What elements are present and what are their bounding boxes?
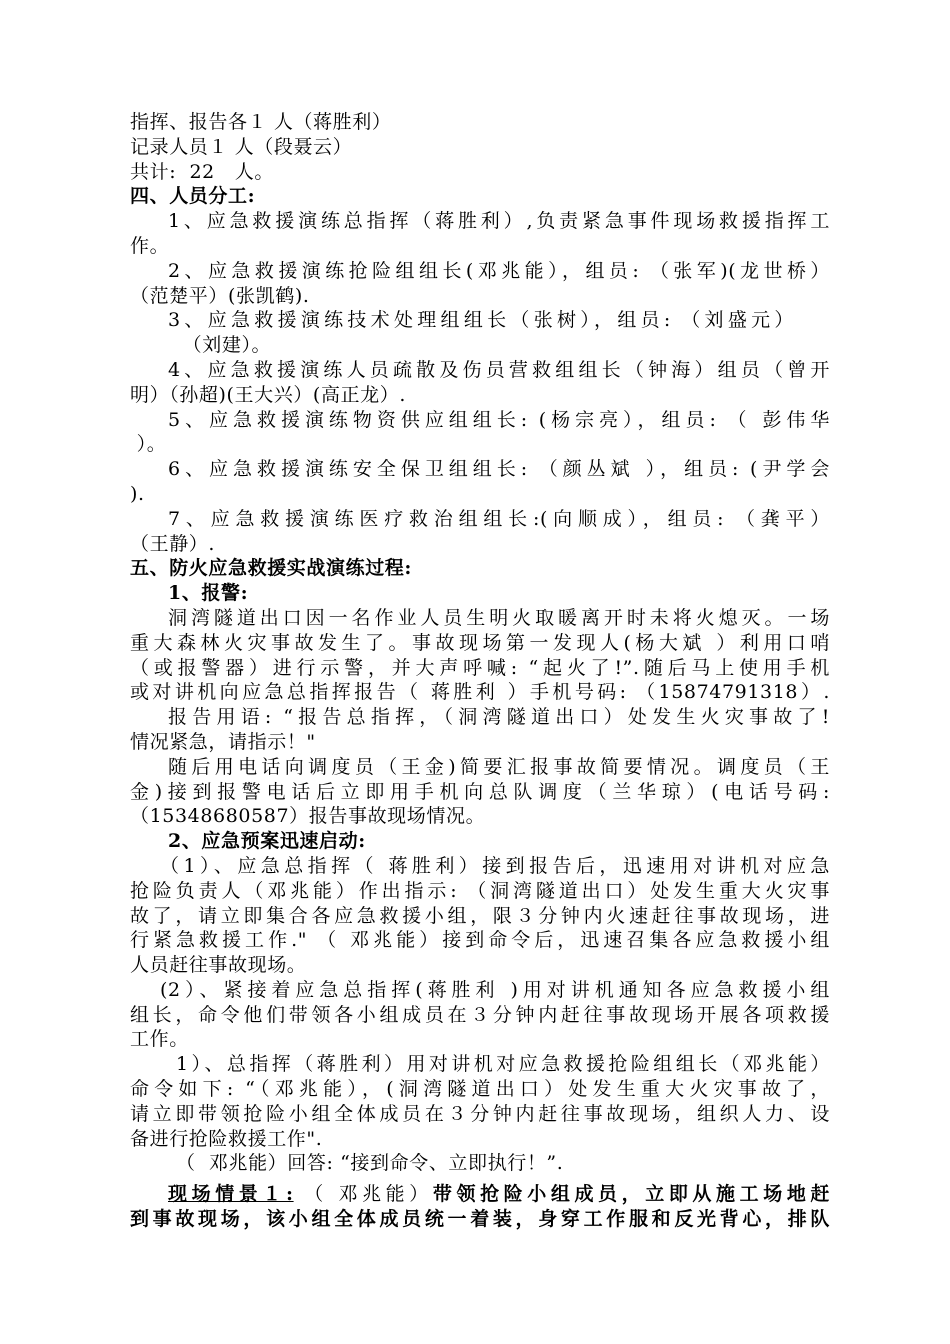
text-line: 6、应急救援演练安全保卫组组长: （颜丛斌 ），组员: (尹学会	[168, 458, 830, 481]
scene-line: 到事故现场，该小组全体成员统一着装，身穿工作服和反光背心，排队	[130, 1208, 830, 1231]
text-line: 洞湾隧道出口因一名作业人员生明火取暖离开时未将火熄灭。一场	[168, 606, 830, 629]
text-line: 人员赶往事故现场。	[130, 954, 307, 977]
section-heading: 五、防火应急救援实战演练过程:	[130, 557, 413, 580]
text-line: （15348680587）报告事故现场情况。	[130, 805, 486, 828]
text-line: 报告用语: “报告总指挥，（洞湾隧道出口）处发生火灾事故了!	[168, 706, 830, 729]
subsection-heading: 2、应急预案迅速启动:	[168, 830, 366, 853]
text-line: 金)接到报警电话后立即用手机向总队调度（兰华琼）(电话号码:	[130, 780, 830, 803]
text-line: 组长，命令他们带领各小组成员在３分钟内赶往事故现场开展各项救援	[130, 1003, 830, 1026]
text-line: ）。	[130, 433, 167, 456]
text-line: 2、应急救援演练抢险组组长(邓兆能），组员: （张军)(龙世桥）	[168, 259, 830, 282]
text-line: 作。	[130, 234, 170, 257]
text-line: （或报警器）进行示警，并大声呼喊: “起火了!”.随后马上使用手机	[130, 656, 830, 679]
subsection-heading: 1、报警:	[168, 582, 249, 605]
text-line: 抢险负责人（邓兆能）作出指示: （洞湾隧道出口）处发生重大火灾事	[130, 879, 830, 902]
text-line: （1）、应急总指挥（ 蒋胜利）接到报告后，迅速用对讲机对应急	[160, 854, 830, 877]
text-line: 1）、总指挥（蒋胜利）用对讲机对应急救援抢险组组长（邓兆能）	[176, 1053, 830, 1076]
text-line: 4、应急救援演练人员疏散及伤员营救组组长（钟海）组员（曾开	[168, 358, 830, 381]
text-line: 情况紧急，请指示！"	[130, 730, 316, 753]
text-line: (2）、紧接着应急总指挥(蒋胜利 )用对讲机通知各应急救援小组	[160, 978, 830, 1001]
text-line: （ 邓兆能）回答: “接到命令、立即执行！”.	[176, 1152, 564, 1175]
text-line: 记录人员１ 人（段聂云）	[130, 135, 353, 158]
text-line: 请立即带领抢险小组全体成员在３分钟内赶往事故现场，组织人力、设	[130, 1102, 830, 1125]
scene-actor: （ 邓兆能）	[293, 1183, 433, 1206]
section-heading: 四、人员分工:	[130, 185, 256, 208]
text-line: 随后用电话向调度员（王金)简要汇报事故简要情况。调度员（王	[168, 755, 830, 778]
text-line: 5、应急救援演练物资供应组组长: (杨宗亮），组员: （ 彭伟华	[168, 408, 830, 431]
text-line: 明）（孙超)(王大兴）(高正龙）.	[130, 383, 406, 406]
text-line: （范楚平）(张凯鹤).	[130, 284, 310, 307]
text-line: 命令如下: “（邓兆能），(洞湾隧道出口）处发生重大火灾事故了，	[130, 1078, 830, 1101]
text-line: 指挥、报告各１ 人（蒋胜利）	[130, 111, 392, 133]
text-line: 7、应急救援演练医疗救治组组长:(向顺成），组员: （龚平）	[168, 507, 830, 530]
document-page	[130, 110, 830, 1232]
text-line: 故了，请立即集合各应急救援小组，限３分钟内火速赶往事故现场，进	[130, 904, 830, 927]
text-line: 共计: 22 人。	[130, 160, 274, 183]
text-line: （王静）.	[130, 532, 216, 555]
text-line: 或对讲机向应急总指挥报告（ 蒋胜利 ）手机号码: （15874791318）.	[130, 681, 830, 704]
text-line: 重大森林火灾事故发生了。事故现场第一发现人(杨大斌 ）利用口哨	[130, 631, 830, 654]
text-line: 3、应急救援演练技术处理组组长（张树），组员: （刘盛元）	[168, 309, 794, 332]
scene-line	[130, 1182, 830, 1207]
text-line: 备进行抢险救援工作".	[130, 1127, 323, 1150]
text-line: 行紧急救援工作." （ 邓兆能）接到命令后，迅速召集各应急救援小组	[130, 929, 830, 952]
text-line: ).	[130, 482, 145, 505]
text-line: （刘建）。	[176, 334, 272, 357]
scene-text: 带领抢险小组成员，立即从施工场地赶	[432, 1183, 831, 1206]
text-line: 工作。	[130, 1028, 189, 1051]
text-line: 1、应急救援演练总指挥（蒋胜利）,负责紧急事件现场救援指挥工	[168, 210, 830, 233]
scene-label: 现场情景１:	[168, 1183, 294, 1206]
